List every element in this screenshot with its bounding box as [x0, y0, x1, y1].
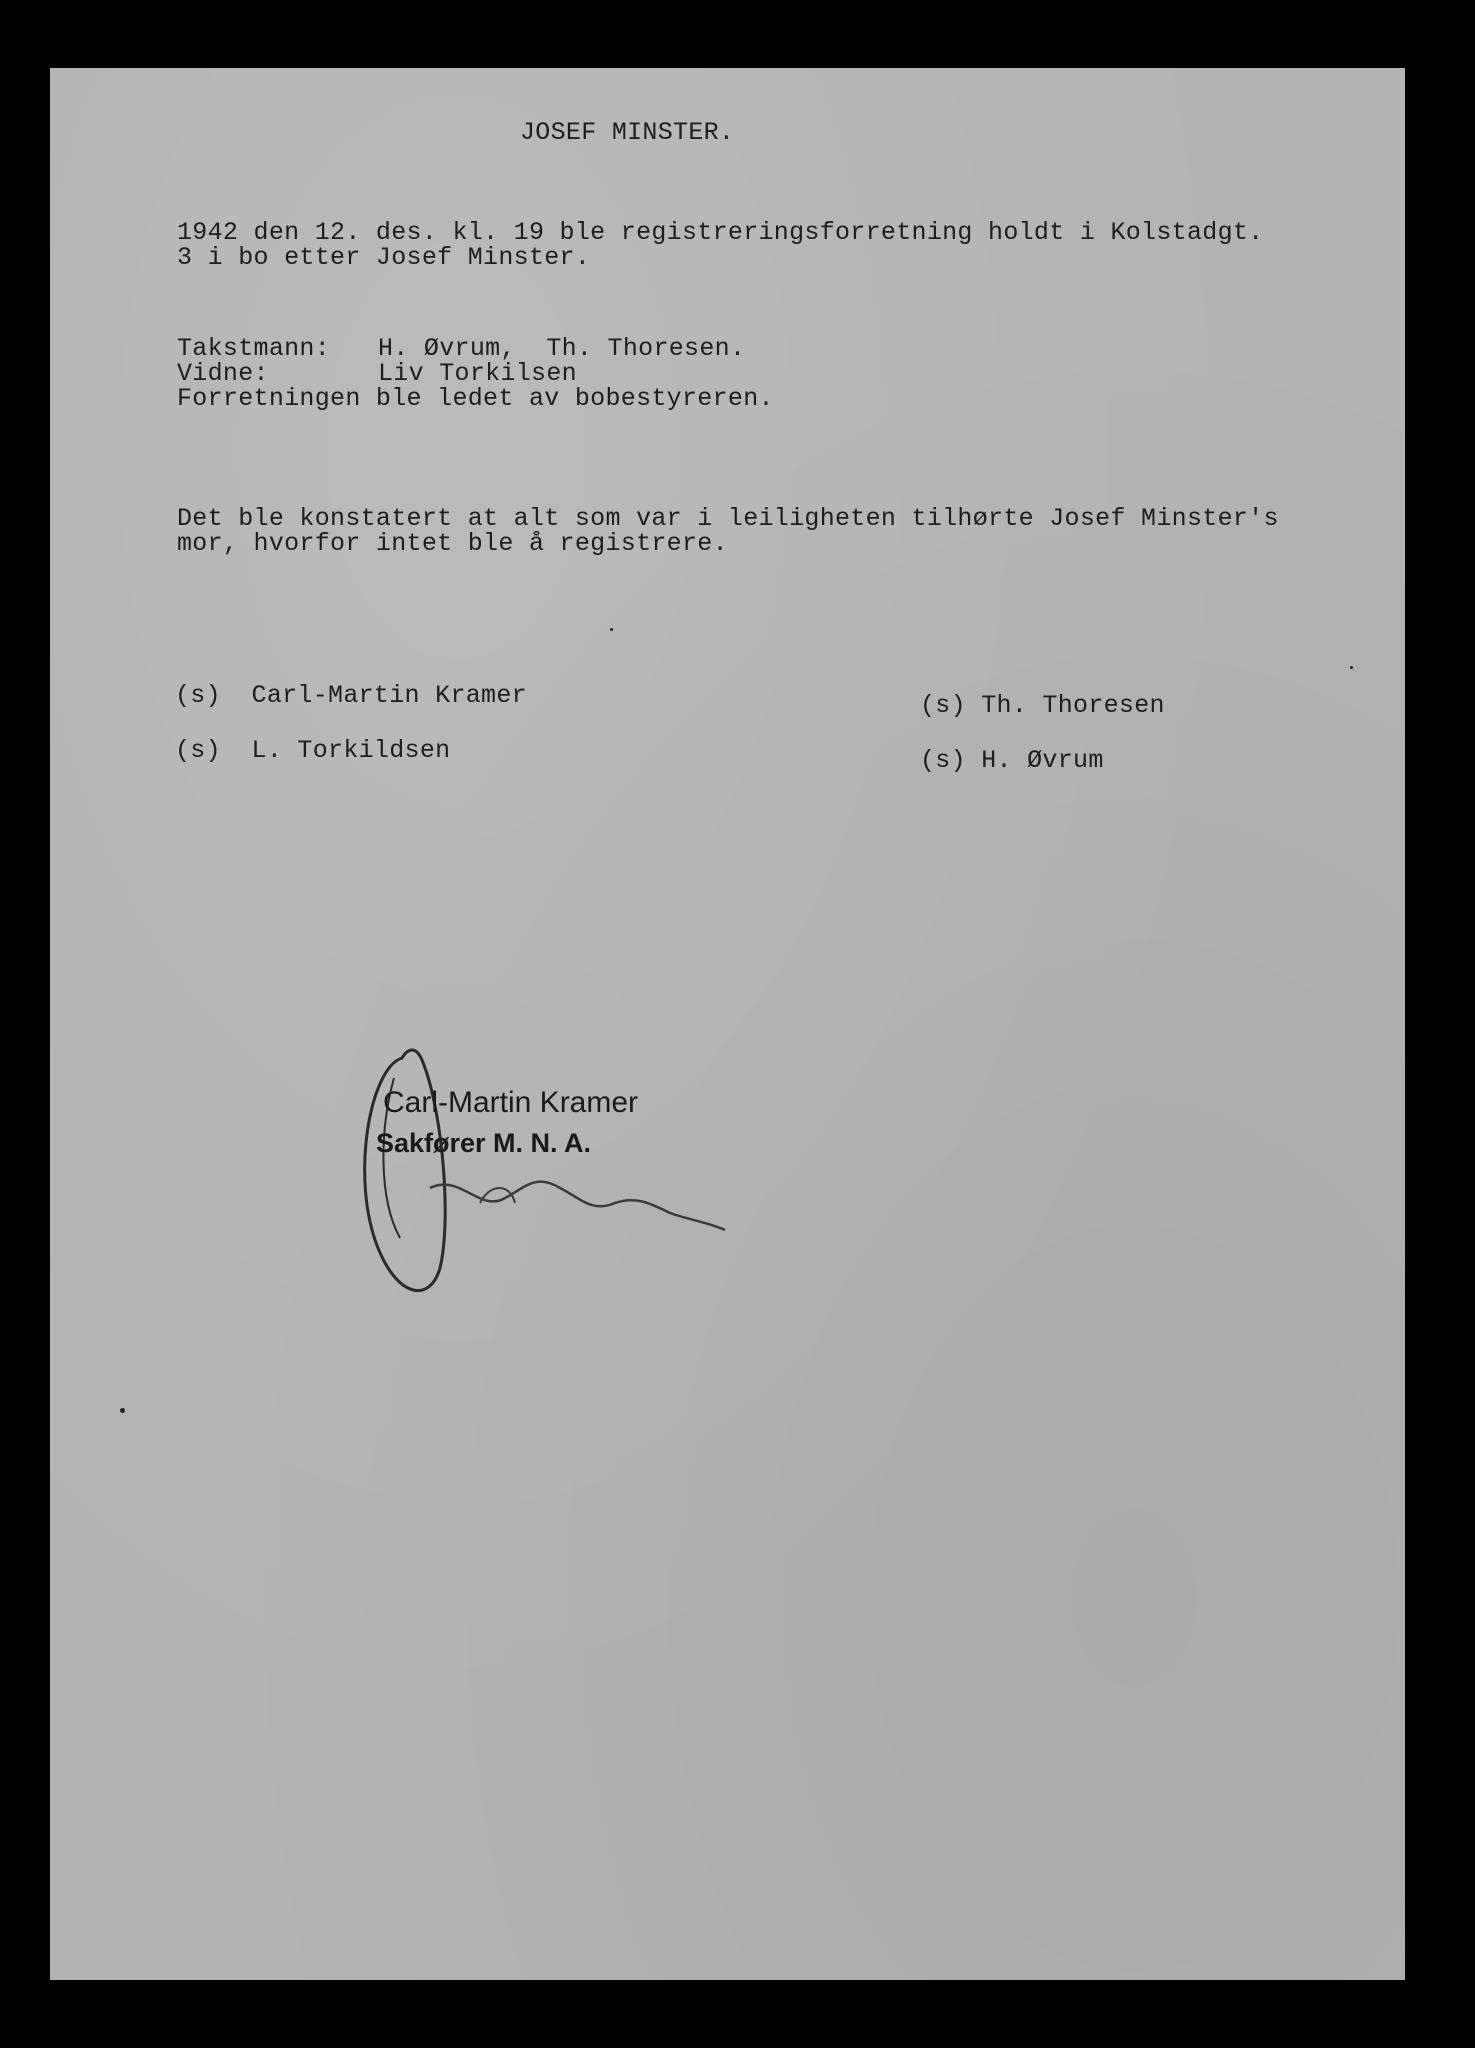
- document-page: [50, 68, 1405, 1980]
- signature-right-2: (s) H. Øvrum: [920, 746, 1104, 775]
- paper-speck: [120, 1408, 125, 1413]
- paper-speck: [1350, 666, 1353, 669]
- stamp-title: Sakfører M. N. A.: [376, 1128, 592, 1158]
- handwritten-signature: [330, 998, 850, 1328]
- signature-left-1: (s) Carl-Martin Kramer: [175, 681, 527, 710]
- finding-paragraph-line-1: Det ble konstatert at alt som var i leiligheten tilhørte Josef Minster's: [177, 504, 1279, 533]
- registration-paragraph-line-2: 3 i bo etter Josef Minster.: [177, 243, 591, 272]
- vidne-label: Vidne:: [177, 359, 269, 388]
- paper-speck: [610, 628, 613, 631]
- document-title: JOSEF MINSTER.: [520, 118, 735, 147]
- finding-paragraph-line-2: mor, hvorfor intet ble å registrere.: [177, 529, 728, 558]
- registration-paragraph-line-1: 1942 den 12. des. kl. 19 ble registreringsforretning holdt i Kolstadgt.: [177, 218, 1264, 247]
- takstmann-label: Takstmann:: [177, 334, 331, 363]
- stamp-name: Carl-Martin Kramer: [383, 1086, 639, 1119]
- vidne-value: Liv Torkilsen: [378, 359, 577, 388]
- forretning-line: Forretningen ble ledet av bobestyreren.: [177, 384, 774, 413]
- signature-left-2: (s) L. Torkildsen: [175, 736, 451, 765]
- takstmann-value: H. Øvrum, Th. Thoresen.: [378, 334, 746, 363]
- signature-right-1: (s) Th. Thoresen: [920, 691, 1165, 720]
